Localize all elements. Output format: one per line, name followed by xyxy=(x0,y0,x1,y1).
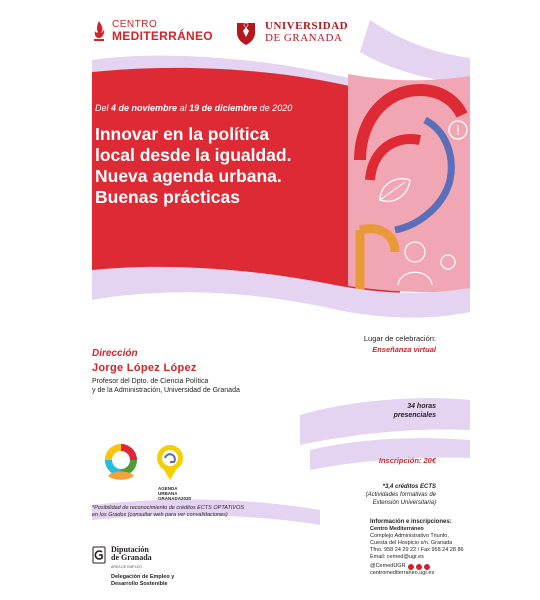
facebook-icon[interactable] xyxy=(408,564,414,570)
ects-note xyxy=(92,505,312,519)
contact-email[interactable]: Email: cemed@ugr.es xyxy=(370,554,424,560)
credits-line2: (Actividades formativas de xyxy=(365,492,436,498)
shield-icon xyxy=(234,20,258,46)
title-line: local desde la igualdad. xyxy=(95,145,292,165)
credits-line1: *3,4 créditos ECTS xyxy=(382,484,436,490)
dates-mid: al xyxy=(179,103,187,113)
price: Inscripción: 20€ xyxy=(378,456,436,465)
venue-value: Enseñanza virtual xyxy=(372,345,436,354)
ods-logo xyxy=(105,444,137,480)
flame-icon xyxy=(92,20,106,42)
contact-phones: Tfno. 958 24 29 22 / Fax 958 24 28 86 xyxy=(370,547,464,553)
contact-address2: Cuesta del Hospicio s/n. Granada xyxy=(370,540,453,546)
ects-note-line1: *Posibilidad de reconocimiento de créditos ECTS OPTATIVOS xyxy=(92,505,245,511)
direction-heading: Dirección xyxy=(92,348,138,359)
hours-line2: presenciales xyxy=(393,412,436,419)
twitter-icon[interactable] xyxy=(416,564,422,570)
diputacion-g-icon xyxy=(92,546,106,564)
course-dates xyxy=(95,103,292,113)
contact-address1: Complejo Administrativo Triunfo, xyxy=(370,533,449,539)
ugr-logo-line2: DE GRANADA xyxy=(265,32,343,44)
cm-logo-line2: MEDITERRÁNEO xyxy=(112,29,213,43)
contact-heading: Información e inscripciones: xyxy=(370,519,452,525)
dates-prefix: Del xyxy=(95,103,109,113)
date-start: 4 de noviembre xyxy=(111,103,178,113)
dates-year: de 2020 xyxy=(259,103,293,113)
contact-org: Centro Mediterráneo xyxy=(370,526,424,532)
diputacion-name-line2: de Granada xyxy=(111,553,152,562)
title-line: Buenas prácticas xyxy=(95,187,240,207)
diputacion-name-line1: Diputación xyxy=(111,545,149,554)
social-row xyxy=(370,563,480,570)
agenda-urbana-logo xyxy=(157,445,183,480)
top-lilac-wave xyxy=(360,20,470,85)
director-role-line1: Profesor del Dpto. de Ciencia Política xyxy=(92,378,209,385)
title-line: Innovar en la política xyxy=(95,124,270,144)
venue-label: Lugar de celebración: xyxy=(363,334,436,343)
instagram-icon[interactable] xyxy=(424,564,430,570)
course-title xyxy=(95,124,355,208)
universidad-granada-logo xyxy=(234,20,348,46)
contact-website[interactable]: centromediterraneo.ugr.es xyxy=(370,570,435,576)
agenda-urbana-label: AGENDA URBANA GRANADA2030 xyxy=(158,486,192,501)
cm-logo-line1: CENTRO xyxy=(112,19,158,30)
diputacion-logo xyxy=(92,546,174,588)
date-end: 19 de diciembre xyxy=(189,103,258,113)
social-handle[interactable]: @CemedUGR xyxy=(370,563,406,569)
title-line: Nueva agenda urbana. xyxy=(95,166,282,186)
delegacion-line2: Desarrollo Sostenible xyxy=(111,581,168,587)
hours xyxy=(356,402,436,420)
credits-line3: Extensión Universitaria) xyxy=(372,500,436,506)
ugr-logo-line1: UNIVERSIDAD xyxy=(265,20,349,33)
credits xyxy=(316,483,436,507)
contact-info xyxy=(370,519,480,577)
ects-note-line2: en los Grados (consultar web para ver convalidaciones) xyxy=(92,512,228,518)
centro-mediterraneo-logo xyxy=(92,20,213,42)
delegacion-line1: Delegación de Empleo y xyxy=(111,574,175,580)
mid-lilac-wave-2 xyxy=(310,438,470,470)
director-name: Jorge López López xyxy=(92,362,197,374)
director-role-line2: y de la Administración, Universidad de Granada xyxy=(92,387,240,394)
diputacion-sub: ÁREA DE EMPLEO xyxy=(111,565,142,569)
hours-line1: 34 horas xyxy=(407,403,436,410)
